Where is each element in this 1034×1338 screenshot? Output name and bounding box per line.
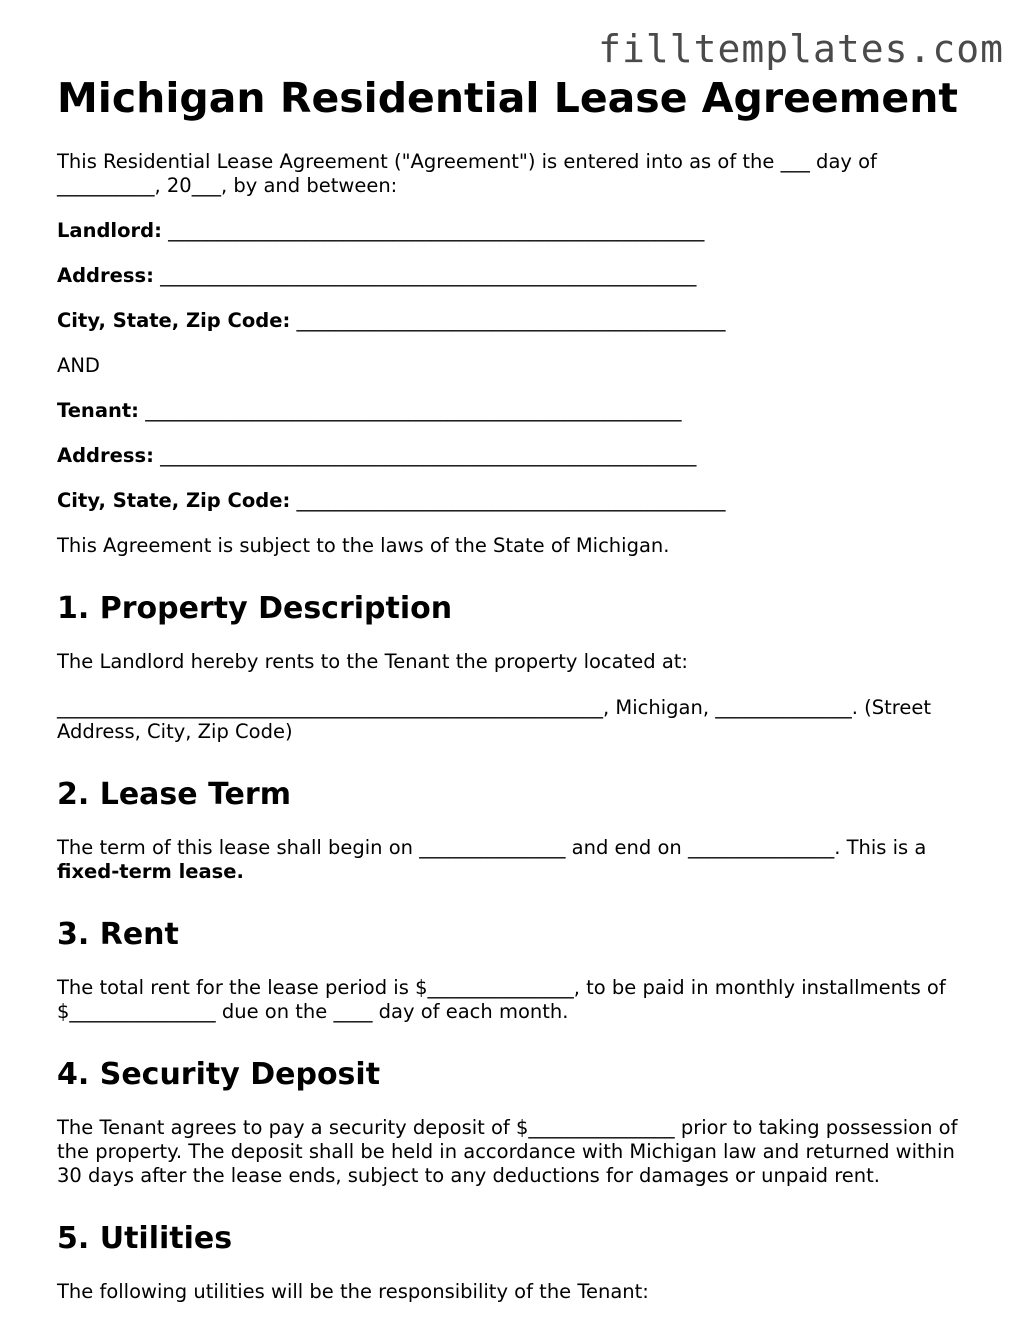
document-page [57, 74, 982, 1304]
landlord-address-line[interactable]: _______________________________________________________ [160, 264, 697, 287]
document-title: Michigan Residential Lease Agreement [57, 74, 959, 122]
tenant-name-line[interactable]: _______________________________________________________ [145, 399, 682, 422]
section-heading-utilities: 5. Utilities [57, 1221, 233, 1256]
property-intro: The Landlord hereby rents to the Tenant the property located at: [57, 650, 688, 673]
tenant-city-field [57, 489, 982, 513]
tenant-address-label: Address: [57, 444, 154, 467]
tenant-name-label: Tenant: [57, 399, 139, 422]
landlord-address-label: Address: [57, 264, 154, 287]
intro-paragraph: This Residential Lease Agreement ("Agreement") is entered into as of the ___ day of __________, 20___, by and between: [57, 150, 877, 197]
tenant-city-label: City, State, Zip Code: [57, 489, 291, 512]
landlord-name-field [57, 219, 982, 243]
and-separator: AND [57, 354, 100, 377]
term-paragraph [57, 836, 982, 884]
term-bold-text: fixed-term lease. [57, 860, 244, 883]
tenant-address-line[interactable]: _______________________________________________________ [160, 444, 697, 467]
watermark-logo: filltemplates.com [598, 27, 1004, 71]
rent-paragraph: The total rent for the lease period is $_______________, to be paid in monthly installments of $_______________ due on the ____ day of each month. [57, 976, 946, 1023]
landlord-city-field [57, 309, 982, 333]
tenant-city-line[interactable]: ____________________________________________ [296, 489, 726, 512]
deposit-paragraph: The Tenant agrees to pay a security deposit of $_______________ prior to taking possession of the property. The deposit shall be held in accordance with Michigan law and returned within 30 days after the lease ends, subject to any deductions for damages or unpaid rent. [57, 1116, 958, 1187]
section-heading-property: 1. Property Description [57, 591, 453, 626]
laws-paragraph: This Agreement is subject to the laws of the State of Michigan. [57, 534, 670, 557]
tenant-name-field [57, 399, 982, 423]
tenant-address-field [57, 444, 982, 468]
section-heading-rent: 3. Rent [57, 917, 179, 952]
landlord-name-label: Landlord: [57, 219, 162, 242]
section-heading-term: 2. Lease Term [57, 777, 291, 812]
property-address-line[interactable]: ________________________________________________________, Michigan, ______________. (Street Address, City, Zip Code) [57, 696, 931, 743]
section-heading-deposit: 4. Security Deposit [57, 1057, 381, 1092]
landlord-city-line[interactable]: ____________________________________________ [296, 309, 726, 332]
utilities-paragraph: The following utilities will be the responsibility of the Tenant: [57, 1280, 649, 1303]
landlord-name-line[interactable]: _______________________________________________________ [168, 219, 705, 242]
term-text: The term of this lease shall begin on _______________ and end on _______________. This is a [57, 836, 927, 859]
landlord-address-field [57, 264, 982, 288]
landlord-city-label: City, State, Zip Code: [57, 309, 291, 332]
